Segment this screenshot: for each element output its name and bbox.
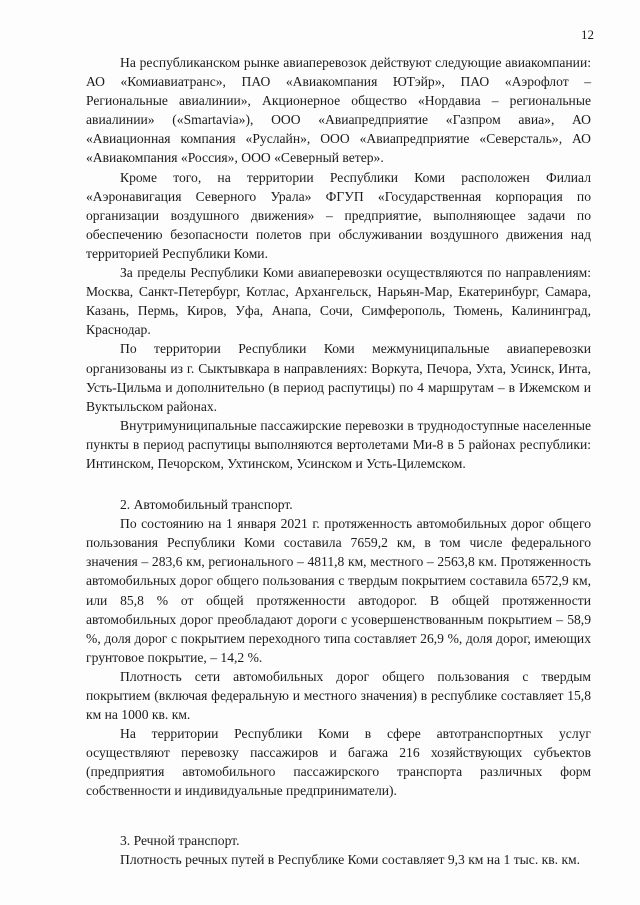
paragraph-road-operators: На территории Республики Коми в сфере автотранспортных услуг осуществляют перевозку пассажиров и багажа 216 хозяйствующих субъектов (предприятия автомобильного пассажирского транспорта различных форм собственности и индивидуальные предприниматели). bbox=[86, 726, 591, 799]
section-heading-road: 2. Автомобильный транспорт. bbox=[120, 497, 293, 513]
section-heading-river: 3. Речной транспорт. bbox=[120, 832, 240, 848]
paragraph-air-navigation: Кроме того, на территории Республики Коми расположен Филиал «Аэронавигация Северного Урала» ФГУП «Государственная корпорация по организации воздушного движения» – предприятие, выполняющее задачи по обеспечению безопасности полетов при обслуживании воздушного движения над территорией Республики Коми. bbox=[86, 169, 591, 261]
paragraph-airlines: На республиканском рынке авиаперевозок действуют следующие авиакомпании: АО «Комиавиатранс», ПАО «Авиакомпания ЮТэйр», ПАО «Аэрофлот – Региональные авиалинии», Акционерное общество «Нордавиа – региональные авиалинии» («Smartavia»), ООО «Авиапредприятие «Газпром авиа», АО «Авиационная компания «Руслайн», ООО «Авиапредприятие «Северсталь», АО «Авиакомпания «Россия», ООО «Северный ветер». bbox=[86, 55, 591, 166]
page-number: 12 bbox=[581, 27, 594, 42]
paragraph-road-length: По состоянию на 1 января 2021 г. протяженность автомобильных дорог общего пользования Республики Коми составила 7659,2 км, в том числе федерального значения – 283,6 км, регионального – 4811,8 км, местного – 2563,8 км. Протяженность автомобильных дорог общего пользования с твердым покрытием составила 6572,9 км, или 85,8 % от общей протяженности автодорог. В общей протяженности автомобильных дорог преобладают дороги с усовершенствованным покрытием – 58,9 %, доля дорог с покрытием переходного типа составляет 26,9 %, доля дорог, имеющих грунтовое покрытие, – 14,2 %. bbox=[86, 516, 591, 665]
paragraph-intermunicipal-routes: По территории Республики Коми межмуниципальные авиаперевозки организованы из г. Сыктывкара в направлениях: Воркута, Печора, Ухта, Усинск, Инта, Усть-Цильма и дополнительно (в период распутицы) по 4 маршрутам – в Ижемском и Вуктыльском районах. bbox=[86, 341, 591, 414]
paragraph-road-density: Плотность сети автомобильных дорог общего пользования с твердым покрытием (включая федеральную и местного значения) в республике составляет 15,8 км на 1000 кв. км. bbox=[86, 668, 591, 723]
paragraph-helicopter-routes: Внутримуниципальные пассажирские перевозки в труднодоступные населенные пункты в период распутицы выполняются вертолетами Ми-8 в 5 районах республики: Интинском, Печорском, Ухтинском, Усинском и Усть-Цилемском. bbox=[86, 417, 591, 471]
document-body bbox=[86, 53, 591, 869]
paragraph-river-density: Плотность речных путей в Республике Коми составляет 9,3 км на 1 тыс. кв. км. bbox=[120, 851, 581, 867]
paragraph-external-routes: За пределы Республики Коми авиаперевозки осуществляются по направлениям: Москва, Санкт-Петербург, Котлас, Архангельск, Нарьян-Мар, Екатеринбург, Самара, Казань, Пермь, Киров, Уфа, Анапа, Сочи, Симферополь, Тюмень, Калининград, Краснодар. bbox=[86, 265, 591, 338]
